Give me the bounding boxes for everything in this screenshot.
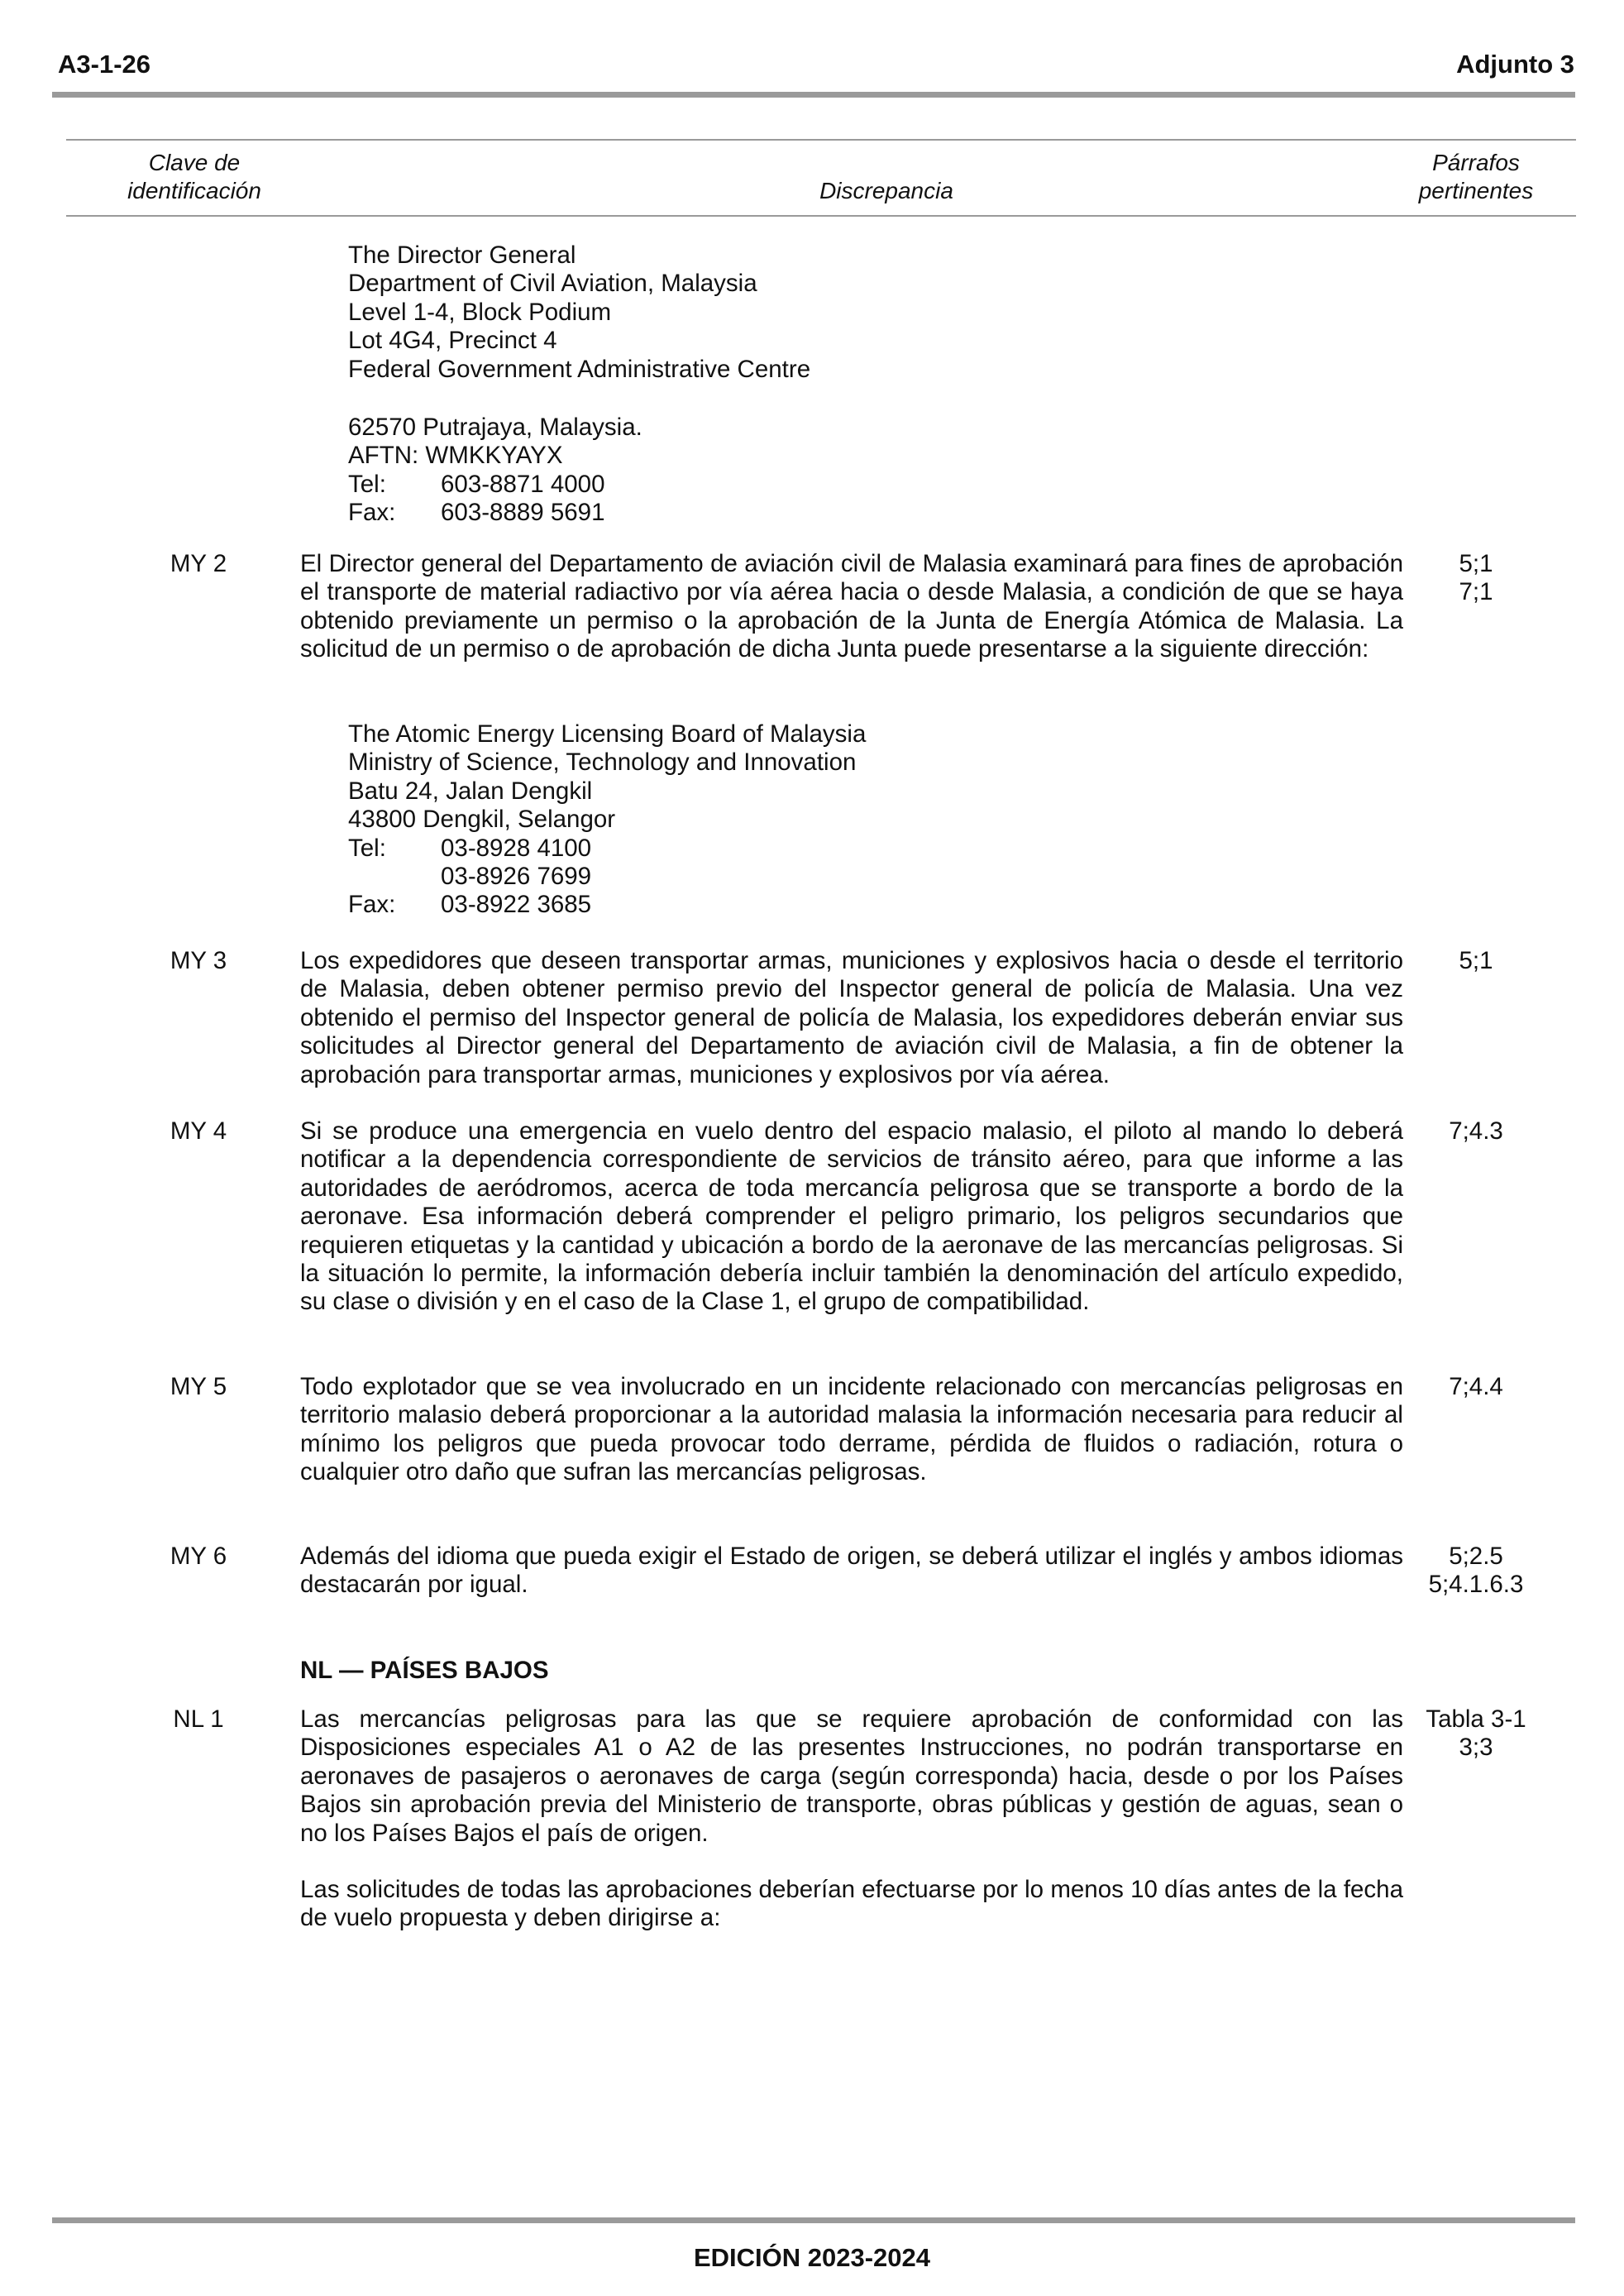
page-header bbox=[58, 50, 1574, 83]
entry-text: Las mercancías peligrosas para las que se requiere aprobación de conformidad con las Disposiciones especiales A1 o A2 de las presentes Instrucciones, no podrán transportarse en aeronaves de pasajeros o aeronaves de carga (según corresponda) hacia, desde o por los Países Bajos sin aprobación previa del Ministerio de transporte, obras públicas y gestión de aguas, sean o no los Países Bajos el país de origen. Las solicitudes de todas las aprobaciones deberían efectuarse por lo menos 10 días antes de la fecha de vuelo propuesta y deben dirigirse a: bbox=[300, 1705, 1403, 1932]
attachment-label: Adjunto 3 bbox=[1456, 50, 1574, 79]
address-block-aelb: The Atomic Energy Licensing Board of Malaysia Ministry of Science, Technology and Innovation Batu 24, Jalan Dengkil 43800 Dengkil, Selangor Tel: 03-8928 4100 03-8926 7699 Fax: 03-8922 3685 bbox=[348, 720, 867, 919]
entry-refs: 5;1 bbox=[1459, 947, 1493, 974]
entry-refs: 5;2.5 5;4.1.6.3 bbox=[1428, 1543, 1524, 1599]
address-contact-dca: 62570 Putrajaya, Malaysia. AFTN: WMKKYAYX Tel: 603-8871 4000 Fax: 603-8889 5691 bbox=[348, 414, 642, 527]
heading-key: Clave de identificación bbox=[127, 150, 261, 203]
section-title-nl: NL — PAÍSES BAJOS bbox=[300, 1657, 549, 1684]
edition-footer: EDICIÓN 2023-2024 bbox=[693, 2243, 931, 2272]
entry-key: MY 5 bbox=[170, 1373, 227, 1400]
entry-key: MY 2 bbox=[170, 550, 227, 577]
heading-discrepancy: Discrepancia bbox=[819, 178, 953, 203]
footer-rule bbox=[52, 2217, 1575, 2223]
entry-text: Si se produce una emergencia en vuelo dentro del espacio malasio, el piloto al mando lo deberá notificar a la dependencia correspondiente de servicios de tránsito aéreo, para que informe a las autoridades de aeródromos, acerca de toda mercancía peligrosa que se transporte a bordo de la aeronave. Esa información deberá comprender el peligro primario, los peligros secundarios que requieren etiquetas y la cantidad y ubicación a bordo de la aeronave de las mercancías peligrosas. Si la situación lo permite, la información debería incluir también la denominación del artículo expedido, su clase o división y en el caso de la Clase 1, el grupo de compatibilidad. bbox=[300, 1117, 1403, 1316]
entry-refs: 7;4.3 bbox=[1449, 1117, 1503, 1145]
heading-paragraphs: Párrafos pertinentes bbox=[1418, 150, 1534, 203]
entry-key: NL 1 bbox=[173, 1705, 224, 1733]
entry-key: MY 4 bbox=[170, 1117, 227, 1145]
header-rule bbox=[52, 92, 1575, 98]
page-number: A3-1-26 bbox=[58, 50, 150, 79]
entry-key: MY 3 bbox=[170, 947, 227, 974]
entry-refs: Tabla 3-1 3;3 bbox=[1426, 1705, 1526, 1762]
address-block-dca: The Director General Department of Civil Aviation, Malaysia Level 1-4, Block Podium Lot 4G4, Precinct 4 Federal Government Administrative Centre bbox=[348, 242, 811, 383]
entry-text: Además del idioma que pueda exigir el Estado de origen, se deberá utilizar el inglés y ambos idiomas destacarán por igual. bbox=[300, 1543, 1403, 1599]
entry-text: Todo explotador que se vea involucrado en un incidente relacionado con mercancías peligrosas en territorio malasio deberá proporcionar a la autoridad malasia la información necesaria para reducir al mínimo los peligros que pueda provocar todo derrame, pérdida de fluidos o radiación, rotura o cualquier otro daño que sufran las mercancías peligrosas. bbox=[300, 1373, 1403, 1486]
entry-text: Los expedidores que deseen transportar armas, municiones y explosivos hacia o desde el territorio de Malasia, deben obtener permiso previo del Inspector general de policía de Malasia. Una vez obtenido el permiso del Inspector general de policía de Malasia, los expedidores deberán enviar sus solicitudes al Director general del Departamento de aviación civil de Malasia, a fin de obtener la aprobación para transportar armas, municiones y explosivos por vía aérea. bbox=[300, 947, 1403, 1088]
entry-refs: 5;1 7;1 bbox=[1459, 550, 1493, 606]
entry-key: MY 6 bbox=[170, 1543, 227, 1570]
entry-text: El Director general del Departamento de aviación civil de Malasia examinará para fines de aprobación el transporte de material radiactivo por vía aérea hacia o desde Malasia, a condición de que se haya obtenido previamente un permiso o la aprobación de la Junta de Energía Atómica de Malasia. La solicitud de un permiso o de aprobación de dicha Junta puede presentarse a la siguiente dirección: bbox=[300, 550, 1403, 663]
entry-refs: 7;4.4 bbox=[1449, 1373, 1503, 1400]
column-headings bbox=[66, 139, 1576, 217]
